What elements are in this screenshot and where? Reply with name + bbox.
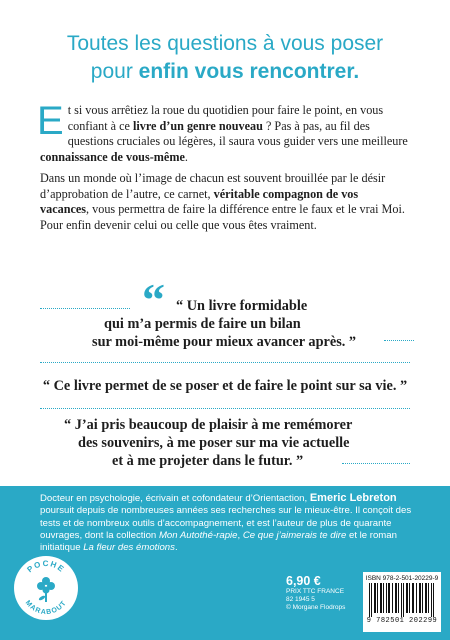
headline-line-2 [0,58,450,86]
bio-text-2: poursuit depuis de nombreuses années ses recherches sur le mieux-être. Il conçoit des tests et de nombreux outils d’accompagnement, et est l’auteur de plus de quarante ouvrages, dont la collection [40,505,412,541]
bio-title-3: La fleur des émotions [83,542,175,554]
second-bold-1: véritable compagnon de vos vacances [40,186,359,217]
headline [0,30,450,86]
headline-line-1: Toutes les questions à vous poser [66,32,384,55]
price-block [286,574,345,612]
intro-bold-1: livre d’un genre nouveau [133,118,263,133]
logo-top-text: POCHE [25,558,67,575]
bio-text-4: et le roman initiatique [40,529,397,554]
quote-1-line-1: “ Un livre formidable [176,298,308,314]
quote-3-line-2: des souvenirs, à me poser sur ma vie actuelle [78,435,350,451]
divider-line [40,308,130,309]
second-text-2: , vous permettra de faire la différence entre le faux et le vrai Moi. Pour enfin devenir celui ou celle que vous êtes vraiment. [40,202,405,232]
bio-text-3: , [237,529,243,541]
headline-prefix: pour [90,60,139,83]
drop-cap: E [37,99,64,143]
divider-line [40,408,410,409]
second-paragraph [40,171,410,233]
isbn-label: ISBN 978-2-501-20229-9 [365,575,439,582]
quote-3-line-1: “ J’ai pris beaucoup de plaisir à me remémorer [64,417,353,433]
cover-credit: © Morgane Flodrops [286,604,346,611]
headline-bold: enfin vous rencontrer. [138,60,360,83]
bio-text-1: Docteur en psychologie, écrivain et cofondateur d’Orientaction, [40,493,310,504]
svg-text:POCHE [25,559,66,574]
intro-text-1: t si vous arrêtiez la roue du quotidien pour faire le point, en vous confiant à ce [67,103,384,133]
bio-title-1: Mon Autothé-rapie [158,529,238,541]
quote-1-line-2: qui m’a permis de faire un bilan [104,316,301,332]
logo-bottom-text: MARABOUT [23,599,69,617]
price-ttc: PRIX TTC FRANCE [286,588,345,595]
author-bio [40,492,412,554]
intro-paragraph [37,99,410,165]
isbn-barcode [363,572,441,632]
intro-text-2: ? Pas à pas, au fil des questions cruciales ou légères, il saura vous guider vers une meilleure [67,118,408,149]
intro-bold-2: connaissance de vous-même [40,149,185,164]
intro-text-3: . [184,149,188,164]
author-name: Emeric Lebreton [309,492,397,504]
flower-icon [37,577,55,602]
bio-title-2: Ce que j’aimerais te dire [242,529,347,541]
price: 6,90 € [286,574,321,588]
testimonials [0,274,450,480]
poche-marabout-logo [14,556,78,620]
quote-2: “ Ce livre permet de se poser et de faire le point sur sa vie. ” [42,378,408,394]
divider-line [342,463,410,464]
divider-line [384,340,414,341]
second-text-1: Dans un monde où l’image de chacun est souvent brouillée par le désir d’approbation de l’autre, ce carnet, [40,171,386,201]
back-cover-footer [0,486,450,640]
divider-line [40,362,410,363]
big-quote-mark: “ [142,274,165,325]
logo-emblem [14,556,78,620]
quote-1-line-3: sur moi-même pour mieux avancer après. ” [92,334,357,350]
quote-3-line-3: et à me projeter dans le futur. ” [112,453,304,469]
price-code: 82 1945 5 [286,596,315,603]
isbn-digits: 9 782501 202299 [366,617,438,625]
bio-text-5: . [174,542,178,554]
barcode-icon [367,583,437,617]
